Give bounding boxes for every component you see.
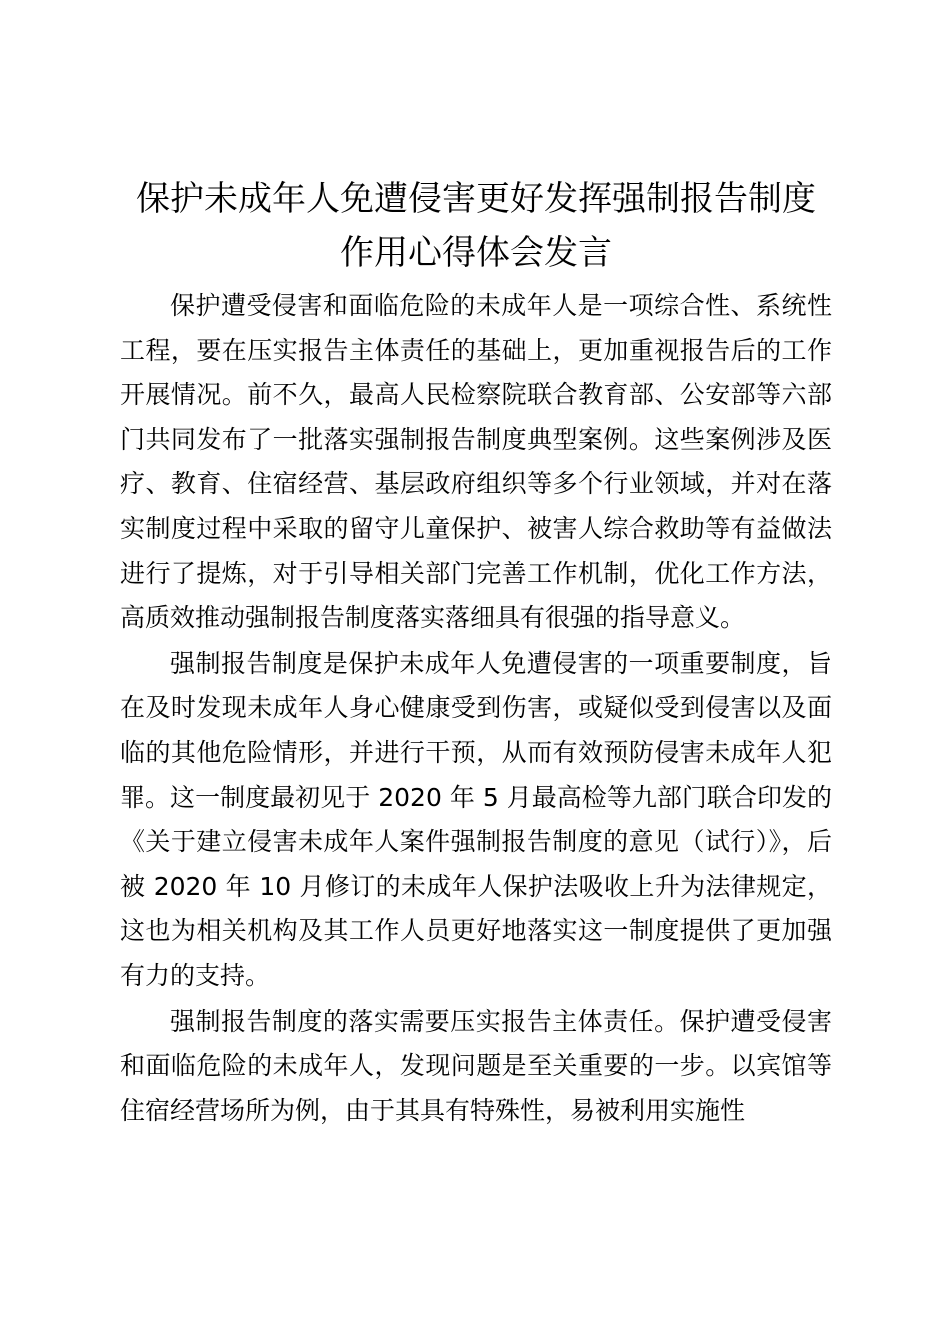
- paragraph-3: 强制报告制度的落实需要压实报告主体责任。保护遭受侵害和面临危险的未成年人，发现问题是至关重要的一步。以宾馆等住宿经营场所为例，由于其具有特殊性，易被利用实施性: [120, 1006, 832, 1125]
- title-line-1: 保护未成年人免遭侵害更好发挥强制报告制度: [136, 179, 816, 219]
- document-page: [120, 172, 832, 1133]
- title-line-2: 作用心得体会发言: [340, 233, 612, 273]
- paragraph-2: 强制报告制度是保护未成年人免遭侵害的一项重要制度，旨在及时发现未成年人身心健康受到伤害，或疑似受到侵害以及面临的其他危险情形，并进行干预，从而有效预防侵害未成年人犯罪。这一制度最初见于 2020 年 5 月最高检等九部门联合印发的《关于建立侵害未成年人案件强制报告制度的意见（试行）》，后被 2020 年 10 月修订的未成年人保护法吸收上升为法律规定，这也为相关机构及其工作人员更好地落实这一制度提供了更加强有力的支持。: [120, 648, 832, 990]
- document-title: [106, 172, 846, 280]
- paragraph-1: 保护遭受侵害和面临危险的未成年人是一项综合性、系统性工程，要在压实报告主体责任的基础上，更加重视报告后的工作开展情况。前不久，最高人民检察院联合教育部、公安部等六部门共同发布了一批落实强制报告制度典型案例。这些案例涉及医疗、教育、住宿经营、基层政府组织等多个行业领域，并对在落实制度过程中采取的留守儿童保护、被害人综合救助等有益做法进行了提炼，对于引导相关部门完善工作机制，优化工作方法，高质效推动强制报告制度落实落细具有很强的指导意义。: [120, 291, 832, 633]
